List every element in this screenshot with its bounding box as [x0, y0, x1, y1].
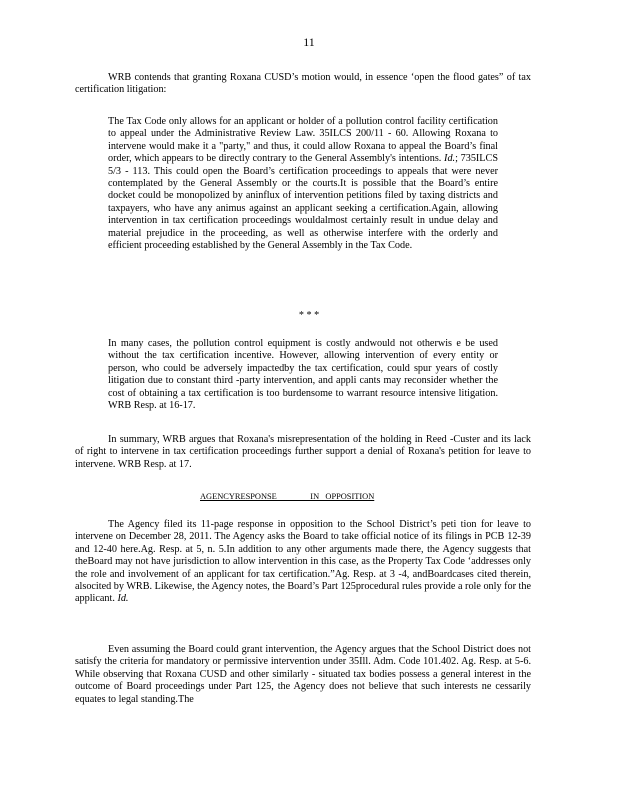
block-quote-pollution-equipment: In many cases, the pollution control equipment is costly andwould not otherwis e be used without the tax certification incentive. However, allowing intervention of every entity or person, who could be adversely impactedby the tax certification, could spur years of costly litigation due to constant third -party intervention, and appli cants may reconsider whether the cost of obtaining a tax certification is too burdensome to warrant resource intensive litigation. WRB Resp. at 16-17. [108, 338, 498, 412]
paragraph-text: The Agency filed its 11-page response in opposition to the School District’s peti tion for leave to intervene on December 28, 2011. The Agency asks the Board to take official notice of its filings in PCB 12-39 and 12-40 here.Ag. Resp. at 5, n. 5.In addition to any other arguments made there, the Agency suggests that theBoard may not have jurisdiction to allow intervention in this case, as the Property Tax Code ‘addresses only the role and involvement of an applicant for tax certification.”Ag. Resp. at 3 -4, andBoardcases cited therein, alsocited by WRB. Likewise, the Agency notes, the Board’s Part 125procedural rules provide a role only for the applicant. [75, 519, 531, 605]
citation-id: Id. [444, 153, 456, 165]
paragraph-agency-filed [75, 519, 531, 606]
paragraph-in-summary: In summary, WRB argues that Roxana's misrepresentation of the holding in Reed -Custer and its lack of right to intervene in tax certification proceedings further support a denial of Roxana's petition for leave to intervene. WRB Resp. at 17. [75, 434, 531, 470]
page-number: 11 [303, 35, 315, 49]
paragraph-even-assuming: Even assuming the Board could grant intervention, the Agency argues that the School District does not satisfy the criteria for mandatory or permissive intervention under 35Ill. Adm. Code 101.402. Ag. Resp. at 5-6. While observing that Roxana CUSD and other similarly - situated tax bodies possess a general interest in the outcome of Board proceedings under Part 125, the Agency does not believe that such interests ne cessarily equates to legal standing.The [75, 644, 531, 705]
quote-text: The Tax Code only allows for an applicant or holder of a pollution control facility certification to appeal under the Administrative Review Law. 35ILCS 200/11 - 60. Allowing Roxana to intervene would make it a "party," and thus, it could allow Roxana to appeal the Board’s final order, which appears to be directly contrary to the General Assembly's intentions. [108, 116, 498, 165]
citation-id: Id. [117, 593, 129, 605]
ellipsis-stars: * * * [298, 310, 320, 321]
section-heading: AGENCYRESPONSE IN OPPOSITION [200, 492, 375, 501]
quote-text-continued: ; 735ILCS 5/3 - 113. This could open the Board’s certification proceedings to appeals that were never contemplated by the General Assembly or the courts.It is possible that the Board’s entire docket could be monopolized by aninflux of intervention petitions filed by taxing districts and taxpayers, who have any animus against an applicant seeking a certification.Again, allowing intervention in tax certification proceedings wouldalmost certainly result in undue delay and material prejudice in the proceeding, as well as otherwise interfere with the orderly and efficient proceeding established by the General Assembly in the Tax Code. [108, 153, 498, 252]
paragraph-wrb-contends: WRB contends that granting Roxana CUSD’s motion would, in essence ‘open the flood gates” of tax certification litigation: [75, 72, 531, 96]
block-quote-tax-code [108, 116, 498, 252]
